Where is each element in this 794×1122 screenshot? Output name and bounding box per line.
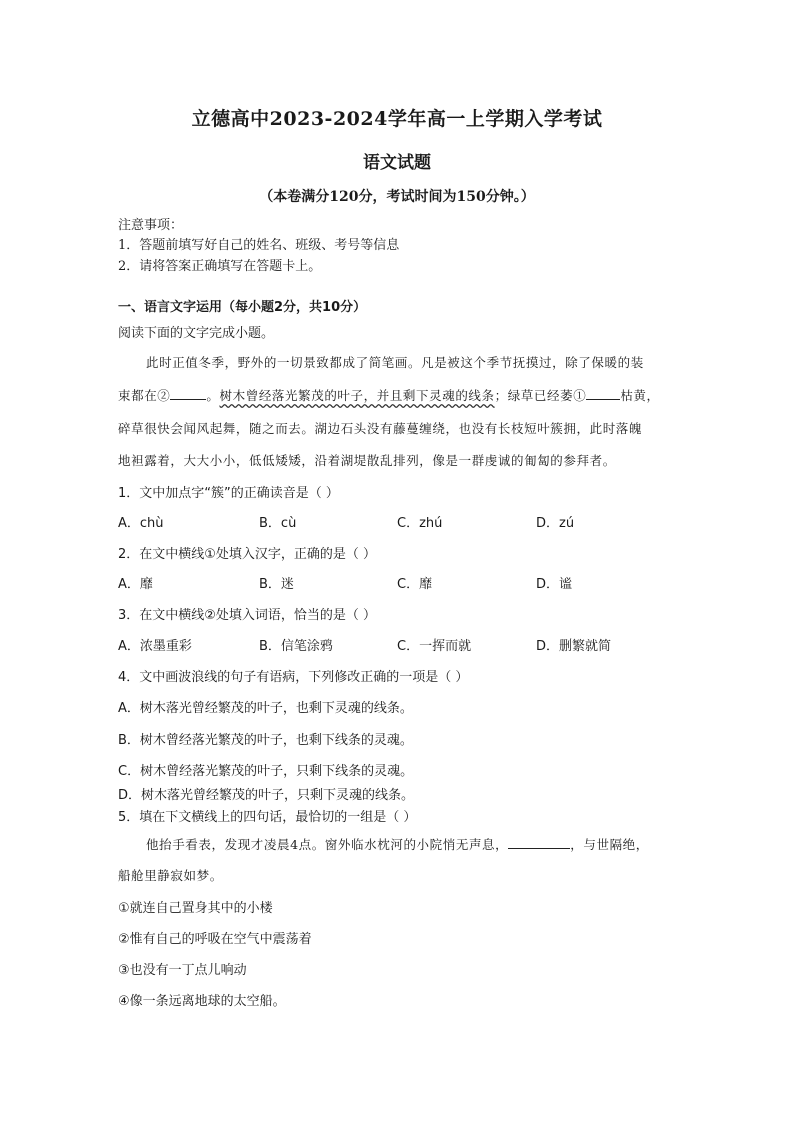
q3-option-b: B．信笔涂鸦 xyxy=(259,639,333,654)
q3-option-a: A．浓墨重彩 xyxy=(118,639,192,654)
q5-sentence-1: ①就连自己置身其中的小楼 xyxy=(118,901,273,916)
q2-option-d: D．谧 xyxy=(536,577,573,592)
passage-line-2-mid: ；绿草已经萎① xyxy=(494,388,587,403)
notice-item-2: 2．请将答案正确填写在答题卡上。 xyxy=(118,259,322,274)
q2-option-b: B．迷 xyxy=(259,577,294,592)
passage-line-2 xyxy=(118,386,660,404)
question-2-stem: 2．在文中横线①处填入汉字，正确的是（ ） xyxy=(118,547,377,562)
q5-sentence-3: ③也没有一丁点儿响动 xyxy=(118,963,247,978)
q3-option-d: D．删繁就简 xyxy=(536,639,612,654)
q4-option-c: C．树木曾经落光繁茂的叶子，只剩下线条的灵魂。 xyxy=(118,764,414,779)
q5-passage-line-2: 船舱里静寂如梦。 xyxy=(118,868,223,883)
exam-subtitle: 语文试题 xyxy=(363,153,431,173)
q4-option-a: A．树木落光曾经繁茂的叶子，也剩下灵魂的线条。 xyxy=(118,701,413,716)
q2-option-c: C．靡 xyxy=(397,577,433,592)
q5-sentence-4: ④像一条远离地球的太空船。 xyxy=(118,994,286,1009)
q1-option-a: A．chù xyxy=(118,516,164,531)
passage-line-2-end: 枯黄， xyxy=(620,388,660,403)
passage-line-2-start: 束都在② xyxy=(118,388,171,403)
exam-score-time-note: （本卷满分120分，考试时间为150分钟。） xyxy=(259,189,535,205)
q1-option-b: B．cù xyxy=(259,516,297,531)
wavy-underlined-sentence: 树木曾经落光繁茂的叶子，并且剩下灵魂的线条 xyxy=(219,388,495,403)
section-heading: 一、语言文字运用（每小题2分，共10分） xyxy=(118,300,367,315)
exam-title: 立德高中2023-2024学年高一上学期入学考试 xyxy=(191,108,603,130)
q4-option-d: D．树木落光曾经繁茂的叶子，只剩下灵魂的线条。 xyxy=(118,788,415,803)
question-4-stem: 4．文中画波浪线的句子有语病，下列修改正确的一项是（ ） xyxy=(118,670,469,685)
notice-heading: 注意事项： xyxy=(118,218,184,233)
q5-sentence-2: ②惟有自己的呼吸在空气中震荡着 xyxy=(118,932,312,947)
q1-option-d: D．zú xyxy=(536,516,575,531)
question-3-stem: 3．在文中横线②处填入词语，恰当的是（ ） xyxy=(118,608,377,623)
q5-passage-end: ，与世隔绝， xyxy=(570,837,649,852)
passage-line-3: 碎草很快会闻风起舞，随之而去。湖边石头没有藤蔓缠绕，也没有长枝短叶簇拥，此时落魄 xyxy=(118,421,643,436)
q5-passage-line-1 xyxy=(146,835,649,853)
reading-instruction: 阅读下面的文字完成小题。 xyxy=(118,326,275,341)
q3-option-c: C．一挥而就 xyxy=(397,639,472,654)
notice-item-1: 1．答题前填写好自己的姓名、班级、考号等信息 xyxy=(118,238,400,253)
q5-blank xyxy=(508,836,570,849)
question-1-stem: 1．文中加点字“簇”的正确读音是（ ） xyxy=(118,486,339,501)
question-5-stem: 5．填在下文横线上的四句话，最恰切的一组是（ ） xyxy=(118,810,417,825)
q4-option-b: B．树木曾经落光繁茂的叶子，也剩下线条的灵魂。 xyxy=(118,733,413,748)
passage-line-4: 地袒露着，大大小小，低低矮矮，沿着湖堤散乱排列，像是一群虔诚的匍匐的参拜者。 xyxy=(118,453,616,468)
q1-option-c: C．zhú xyxy=(397,516,443,531)
blank-1 xyxy=(586,387,620,400)
passage-line-1: 此时正值冬季，野外的一切景致都成了简笔画。凡是被这个季节抚摸过，除了保暖的装 xyxy=(146,355,644,370)
q2-option-a: A．靡 xyxy=(118,577,153,592)
q5-passage-start: 他抬手看表，发现才凌晨4点。窗外临水枕河的小院悄无声息， xyxy=(146,837,509,852)
passage-line-2-period: 。 xyxy=(206,388,220,403)
blank-2 xyxy=(170,387,206,400)
